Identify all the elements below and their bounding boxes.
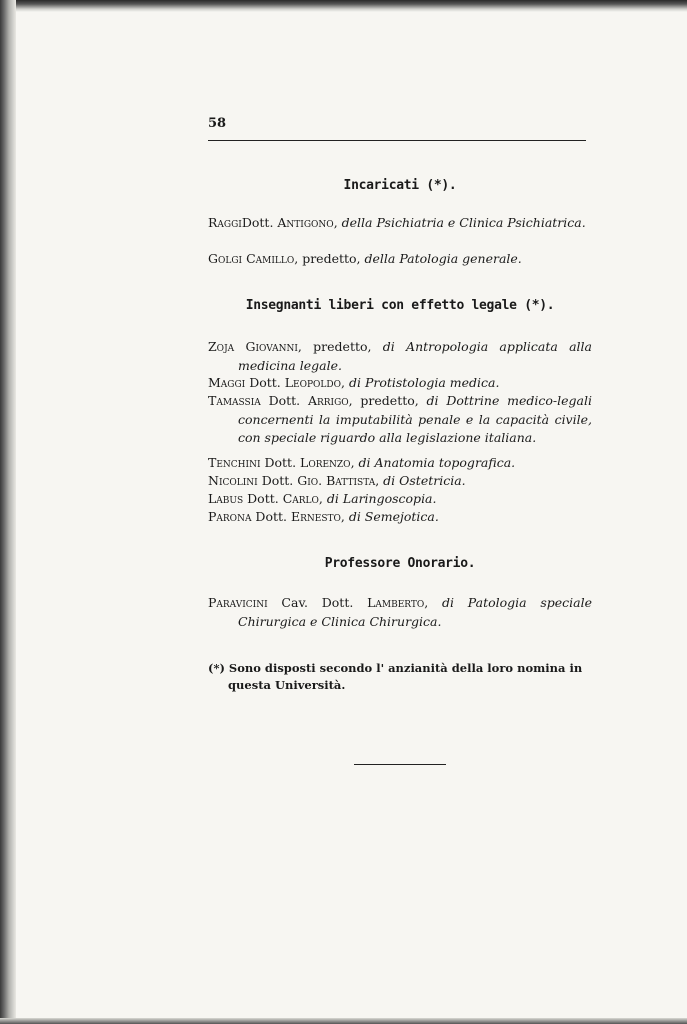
page-top-edge [0, 0, 687, 12]
entry-separator: , [318, 491, 327, 506]
entry-title [234, 339, 245, 354]
entry-subject: di Patologia speciale Chirurgica e Clinica Chirurgica. [238, 595, 593, 629]
entry-zoja [208, 338, 592, 375]
entry-title: Dott. [251, 509, 291, 524]
entry-title: Dott. [260, 393, 308, 408]
entry-tenchini [208, 454, 592, 473]
entry-given-name: Lorenzo [300, 455, 351, 470]
entry-subject: della Patologia generale. [364, 251, 522, 266]
entry-surname: Tenchini [208, 455, 261, 470]
page-number: 58 [208, 116, 227, 131]
entry-title: Dott. [243, 491, 283, 506]
entry-surname: Maggi [208, 375, 246, 390]
entry-paravicini [208, 594, 592, 631]
entry-parona [208, 508, 592, 527]
entry-maggi [208, 374, 592, 393]
entry-labus [208, 490, 592, 509]
entry-separator: , [375, 473, 384, 488]
entry-separator: , [424, 595, 443, 610]
entry-given-name: Leopoldo [284, 375, 342, 390]
entry-title: Dott. [241, 215, 278, 230]
end-rule [354, 764, 446, 765]
book-binding-edge [0, 0, 16, 1024]
entry-tamassia [208, 392, 592, 448]
entry-surname: Golgi [208, 251, 243, 266]
heading-insegnanti: Insegnanti liberi con effetto legale (*). [245, 298, 555, 313]
entry-separator: , predetto, [294, 251, 365, 266]
entry-surname: Paravicini [208, 595, 268, 610]
heading-incaricati: Incaricati (*). [343, 178, 457, 193]
entry-subject: di Semejotica. [348, 509, 439, 524]
heading-onorario: Professore Onorario. [324, 556, 476, 571]
entry-separator: , predetto, [348, 393, 427, 408]
entry-given-name: Giovanni [245, 339, 298, 354]
entry-separator: , [333, 215, 342, 230]
entry-given-name: Carlo [282, 491, 319, 506]
entry-title: Dott. [257, 473, 298, 488]
entry-title: Dott. [245, 375, 285, 390]
entry-subject: di Anatomia topografica. [358, 455, 516, 470]
entry-subject: della Psichiatria e Clinica Psichiatrica. [341, 215, 586, 230]
entry-subject: di Laringoscopia. [326, 491, 437, 506]
entry-subject: di Dottrine medico-legali concernenti la imputabilità penale e la capacità civile, con speciale riguardo alla legislazione italiana. [238, 393, 592, 445]
entry-title: Cav. Dott. [267, 595, 368, 610]
entry-given-name: Ernesto [290, 509, 341, 524]
entry-surname: Parona [208, 509, 252, 524]
footnote: (*) Sono disposti secondo l' anzianità della loro nomina in questa Università. [208, 661, 583, 692]
entry-surname: Tamassia [208, 393, 261, 408]
entry-surname: Zoja [208, 339, 235, 354]
entry-separator: , predetto, [297, 339, 383, 354]
header-rule [208, 140, 586, 141]
entry-nicolini [208, 472, 592, 491]
entry-raggi [208, 214, 592, 233]
entry-surname: Labus [208, 491, 244, 506]
entry-golgi [208, 250, 592, 269]
entry-surname: Nicolini [208, 473, 258, 488]
entry-title: Dott. [260, 455, 301, 470]
page-bottom-edge [0, 1018, 687, 1024]
entry-separator: , [341, 375, 349, 390]
entry-given-name: Camillo [246, 251, 295, 266]
entry-subject: di Protistologia medica. [348, 375, 500, 390]
entry-given-name: Antigono [277, 215, 334, 230]
entry-surname: Raggi [208, 215, 242, 230]
entry-given-name: Gio. Battista [297, 473, 376, 488]
entry-separator: , [350, 455, 359, 470]
entry-subject: di Antropologia applicata alla medicina legale. [238, 339, 592, 373]
entry-given-name: Arrigo [307, 393, 349, 408]
entry-separator: , [340, 509, 349, 524]
entry-given-name: Lamberto [367, 595, 425, 610]
entry-subject: di Ostetricia. [383, 473, 466, 488]
